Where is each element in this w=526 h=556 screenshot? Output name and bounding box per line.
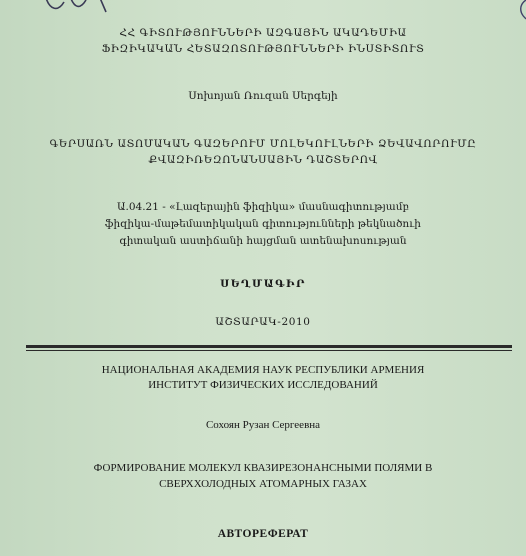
russian-title-line-2: СВЕРХХОЛОДНЫХ АТОМАРНЫХ ГАЗАХ [159,478,367,490]
armenian-title-line-2: ՔՎԱԶԻՌԵԶՈՆԱՆՍԱՅԻՆ ԴԱՇՏԵՐՈՎ [148,154,378,166]
armenian-author-name: Սոխոյան Ռուզան Սերգեյի [188,90,338,102]
divider-thick [26,345,512,348]
russian-academy-name: НАЦИОНАЛЬНАЯ АКАДЕМИЯ НАУК РЕСПУБЛИКИ АРМЕНИЯ [101,364,425,376]
russian-institute-name: ИНСТИТУТ ФИЗИЧЕСКИХ ИССЛЕДОВАНИЙ [148,379,378,391]
divider-thin [26,350,512,351]
armenian-specialty-line-3: գիտական աստիճանի հայցման ատենախոսության [119,235,407,247]
armenian-institute-name: ՖԻԶԻԿԱԿԱՆ ՀԵՏԱԶՈՏՈՒԹՅՈՒՆՆԵՐԻ ԻՆՍՏԻՏՈՒՏ [101,43,425,55]
armenian-specialty-line-1: Ա.04.21 - «Լազերային ֆիզիկա» մասնագիտությամբ [117,201,409,213]
handwritten-scribble [40,0,130,16]
armenian-specialty-line-2: ֆիզիկա-մաթեմատիկական գիտությունների թեկնածուի [105,218,421,230]
armenian-title-line-1: ԳԵՐՍԱՌՆ ԱՏՈՄԱԿԱՆ ԳԱԶԵՐՈՒՄ ՄՈԼԵԿՈՒԼՆԵՐԻ ՁԵՎԱՎՈՐՈՒՄԸ [49,138,477,150]
armenian-academy-name: ՀՀ ԳԻՏՈՒԹՅՈՒՆՆԵՐԻ ԱԶԳԱՅԻՆ ԱԿԱԴԵՄԻԱ [119,27,407,39]
russian-author-name: Сохоян Рузан Сергеевна [205,419,321,431]
russian-abstract-label: АВТОРЕФЕРАТ [217,528,309,540]
stamp-fragment [510,0,526,24]
armenian-abstract-label: ՍԵՂՄԱԳԻՐ [220,278,306,290]
russian-title-line-1: ФОРМИРОВАНИЕ МОЛЕКУЛ КВАЗИРЕЗОНАНСНЫМИ ПОЛЯМИ В [93,462,433,474]
armenian-city-year: ԱՇՏԱՐԱԿ-2010 [215,316,311,328]
